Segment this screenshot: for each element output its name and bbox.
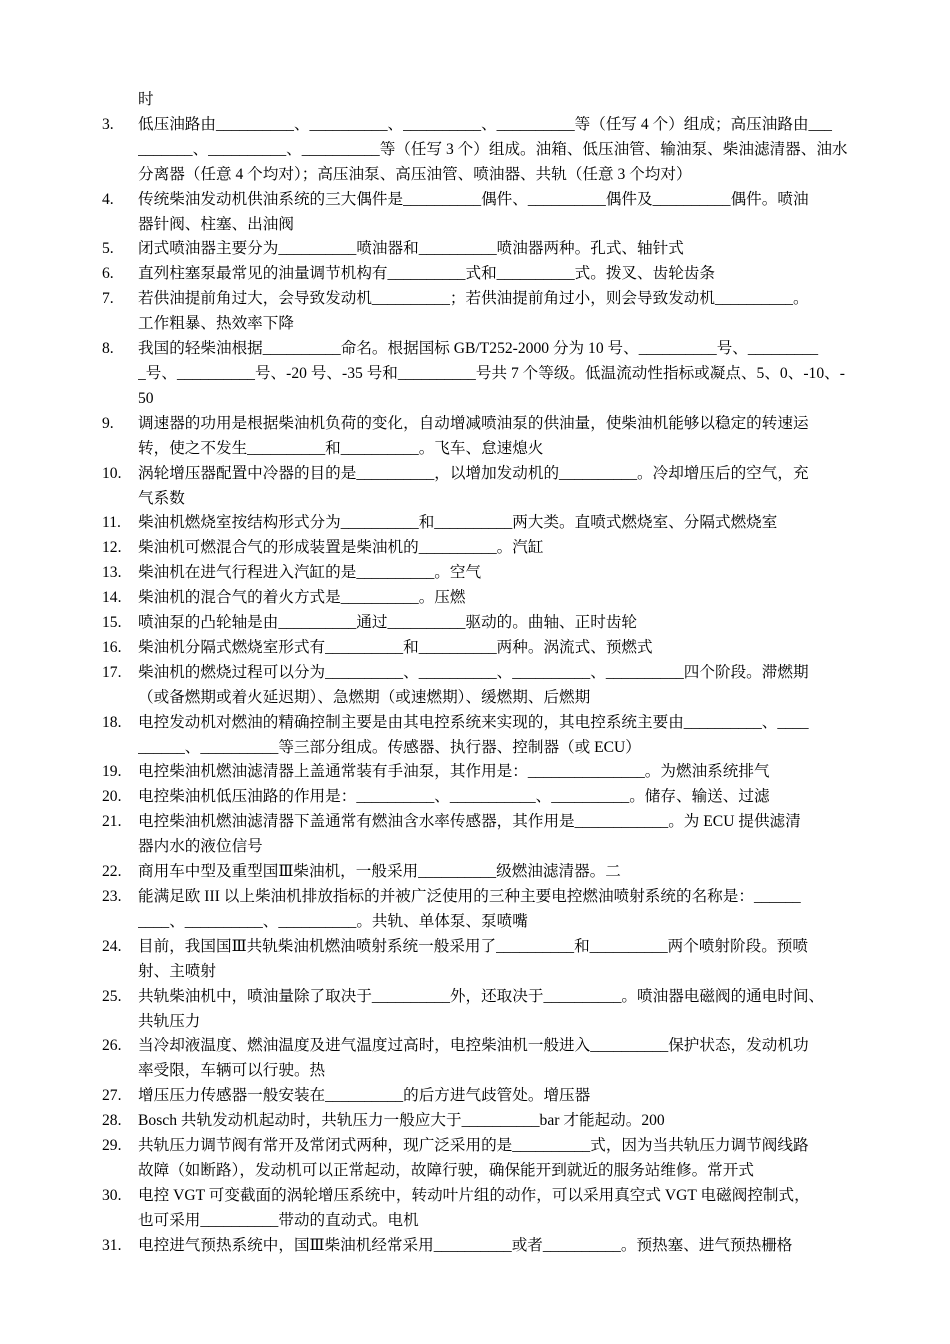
question-number: 15. <box>102 614 122 632</box>
question-text-line: 柴油机燃烧室按结构形式分为__________和__________两大类。直喷式燃烧室、分隔式燃烧室 <box>138 514 778 532</box>
question-list <box>0 113 950 1259</box>
question-text-line: 柴油机分隔式燃烧室形式有__________和__________两种。涡流式、预燃式 <box>138 638 653 656</box>
question-text-line: 共轨压力调节阀有常开及常闭式两种，现广泛采用的是__________式，因为当共轨压力调节阀线路 <box>138 1137 809 1155</box>
question-text <box>138 237 850 262</box>
question-text <box>138 287 850 337</box>
question-text <box>138 1109 850 1134</box>
question-item <box>0 1184 950 1234</box>
question-text <box>138 586 850 611</box>
question-number: 13. <box>102 564 122 582</box>
question-number: 17. <box>102 663 122 681</box>
question-text <box>138 462 850 512</box>
question-text-line: 电控进气预热系统中，国Ⅲ柴油机经常采用__________或者__________。预热塞、进气预热栅格 <box>138 1236 793 1254</box>
question-text <box>138 1084 850 1109</box>
question-text <box>138 412 850 462</box>
question-item <box>0 885 950 935</box>
question-text <box>138 935 850 985</box>
question-number: 31. <box>102 1236 122 1254</box>
question-item <box>0 337 950 412</box>
question-item <box>0 1084 950 1109</box>
question-number: 21. <box>102 813 122 831</box>
question-number: 8. <box>102 340 114 358</box>
question-item <box>0 810 950 860</box>
question-item <box>0 462 950 512</box>
continuation-line: 时 <box>138 91 154 108</box>
question-text <box>138 1134 850 1184</box>
question-item <box>0 636 950 661</box>
question-text-line: 低压油路由__________、__________、__________、__________等（任写 4 个）组成；高压油路由___ <box>138 115 832 133</box>
question-text-line: 柴油机的燃烧过程可以分为__________、__________、__________、__________四个阶段。滞燃期 <box>138 663 809 681</box>
question-item <box>0 113 950 188</box>
question-number: 29. <box>102 1137 122 1155</box>
question-text-line: 若供油提前角过大，会导致发动机__________；若供油提前角过小，则会导致发动机__________。 <box>138 290 809 308</box>
question-text-line: 共轨压力 <box>138 1012 201 1030</box>
question-item <box>0 785 950 810</box>
question-item <box>0 237 950 262</box>
question-number: 4. <box>102 190 114 208</box>
question-item <box>0 1134 950 1184</box>
question-text-line: 气系数 <box>138 489 185 507</box>
question-item <box>0 1109 950 1134</box>
question-text-line: 目前，我国国Ⅲ共轨柴油机燃油喷射系统一般采用了__________和__________两个喷射阶段。预喷 <box>138 937 808 955</box>
question-number: 23. <box>102 888 122 905</box>
question-text-line: Bosch 共轨发动机起动时，共轨压力一般应大于__________bar 才能起动。200 <box>138 1112 665 1130</box>
question-text-line: 我国的轻柴油根据__________命名。根据国标 GB/T252-2000 分为 10 号、__________号、_________ <box>138 340 819 358</box>
question-text-line: 电控柴油机燃油滤清器下盖通常有燃油含水率传感器，其作用是____________。为 ECU 提供滤清 <box>138 813 801 831</box>
question-number: 11. <box>102 514 121 532</box>
question-item <box>0 586 950 611</box>
question-text-line: 直列柱塞泵最常见的油量调节机构有__________式和__________式。拨叉、齿轮齿条 <box>138 265 715 283</box>
question-text-line: 商用车中型及重型国Ⅲ柴油机，一般采用__________级燃油滤清器。二 <box>138 863 621 881</box>
question-text <box>138 1234 850 1259</box>
question-text-line: 共轨柴油机中，喷油量除了取决于__________外，还取决于__________。喷油器电磁阀的通电时间、 <box>138 987 825 1005</box>
question-item <box>0 611 950 636</box>
question-item <box>0 711 950 761</box>
question-text-line: 器内水的液位信号 <box>138 838 263 856</box>
question-item <box>0 661 950 711</box>
question-item <box>0 188 950 238</box>
question-text <box>138 1034 850 1084</box>
question-number: 24. <box>102 937 122 955</box>
question-text-line: 也可采用__________带动的直动式。电机 <box>138 1211 419 1229</box>
question-item <box>0 287 950 337</box>
question-text-line: ____、__________、__________。共轨、单体泵、泵喷嘴 <box>138 912 528 930</box>
question-text <box>138 511 850 536</box>
question-number: 19. <box>102 763 122 781</box>
question-text <box>138 188 850 238</box>
question-item <box>0 1034 950 1084</box>
question-number: 18. <box>102 713 122 731</box>
question-text-line: _______、__________、__________等（任写 3 个）组成。油箱、低压油管、输油泵、柴油滤清器、油水 <box>138 140 848 158</box>
question-item <box>0 1234 950 1259</box>
question-text-line: 柴油机在进气行程进入汽缸的是__________。空气 <box>138 564 482 582</box>
question-text-line: 传统柴油发动机供油系统的三大偶件是__________偶件、__________偶件及__________偶件。喷油 <box>138 190 809 208</box>
question-item <box>0 511 950 536</box>
question-number: 22. <box>102 863 122 881</box>
question-text <box>138 785 850 810</box>
question-number: 10. <box>102 464 122 482</box>
question-text-line: _号、__________号、-20 号、-35 号和__________号共 7 个等级。低温流动性指标或凝点、5、0、-10、- <box>138 364 845 382</box>
question-text <box>138 1184 850 1234</box>
question-number: 6. <box>102 265 114 283</box>
question-text-line: 射、主喷射 <box>138 962 216 980</box>
question-text <box>138 860 850 885</box>
question-text-line: 转，使之不发生__________和__________。飞车、怠速熄火 <box>138 439 544 457</box>
question-item <box>0 262 950 287</box>
question-text-line: ______、__________等三部分组成。传感器、执行器、控制器（或 ECU） <box>138 738 641 756</box>
question-number: 28. <box>102 1112 122 1130</box>
question-number: 26. <box>102 1037 122 1055</box>
question-number: 12. <box>102 539 122 557</box>
question-text-line: 电控柴油机低压油路的作用是：__________、___________、__________。储存、输送、过滤 <box>138 788 770 806</box>
question-item <box>0 536 950 561</box>
question-text-line: 器针阀、柱塞、出油阀 <box>138 215 294 233</box>
question-text-line: 率受限，车辆可以行驶。热 <box>138 1062 326 1080</box>
question-item <box>0 412 950 462</box>
question-number: 3. <box>102 115 114 133</box>
question-item <box>0 760 950 785</box>
question-number: 9. <box>102 414 114 432</box>
question-text-line: 喷油泵的凸轮轴是由__________通过__________驱动的。曲轴、正时齿轮 <box>138 614 638 632</box>
question-text-line: 调速器的功用是根据柴油机负荷的变化，自动增减喷油泵的供油量，使柴油机能够以稳定的转速运 <box>138 414 809 432</box>
question-text-line: 当冷却液温度、燃油温度及进气温度过高时，电控柴油机一般进入__________保护状态，发动机功 <box>138 1037 809 1055</box>
question-text-line: 电控柴油机燃油滤清器上盖通常装有手油泵，其作用是：_______________。为燃油系统排气 <box>138 763 770 781</box>
question-number: 30. <box>102 1186 122 1204</box>
question-text-line: （或备燃期或着火延迟期）、急燃期（或速燃期）、缓燃期、后燃期 <box>138 688 591 706</box>
question-number: 16. <box>102 638 122 656</box>
question-item <box>0 935 950 985</box>
question-number: 27. <box>102 1087 122 1105</box>
question-text <box>138 536 850 561</box>
question-text-line: 50 <box>138 389 154 407</box>
question-text-line: 能满足欧 III 以上柴油机排放指标的并被广泛使用的三种主要电控燃油喷射系统的名称是：______ <box>138 888 801 905</box>
question-text-line: 涡轮增压器配置中冷器的目的是__________，以增加发动机的__________。冷却增压后的空气，充 <box>138 464 809 482</box>
question-text <box>138 561 850 586</box>
question-text <box>138 636 850 661</box>
question-text <box>138 262 850 287</box>
document-page <box>0 88 950 1259</box>
question-text-line: 增压压力传感器一般安装在__________的后方进气歧管处。增压器 <box>138 1087 591 1105</box>
question-text-line: 电控发动机对燃油的精确控制主要是由其电控系统来实现的，其电控系统主要由__________、____ <box>138 713 809 731</box>
question-text-line: 柴油机的混合气的着火方式是__________。压燃 <box>138 589 466 607</box>
question-text <box>138 885 850 935</box>
question-text <box>138 113 850 188</box>
question-number: 20. <box>102 788 122 806</box>
question-text <box>138 711 850 761</box>
question-number: 14. <box>102 589 122 607</box>
question-text-line: 工作粗暴、热效率下降 <box>138 315 294 333</box>
question-text-line: 柴油机可燃混合气的形成装置是柴油机的__________。汽缸 <box>138 539 544 557</box>
question-text-line: 故障（如断路），发动机可以正常起动，故障行驶，确保能开到就近的服务站维修。常开式 <box>138 1161 754 1179</box>
question-text <box>138 337 850 412</box>
question-item <box>0 985 950 1035</box>
question-item <box>0 561 950 586</box>
question-text <box>138 611 850 636</box>
question-number: 25. <box>102 987 122 1005</box>
question-text-line: 电控 VGT 可变截面的涡轮增压系统中，转动叶片组的动作，可以采用真空式 VGT 电磁阀控制式， <box>138 1186 810 1204</box>
question-text <box>138 810 850 860</box>
question-number: 7. <box>102 290 114 308</box>
question-text <box>138 661 850 711</box>
question-text-line: 闭式喷油器主要分为__________喷油器和__________喷油器两种。孔式、轴针式 <box>138 240 684 258</box>
question-item <box>0 860 950 885</box>
question-text-line: 分离器（任意 4 个均对）；高压油泵、高压油管、喷油器、共轨（任意 3 个均对） <box>138 165 692 183</box>
question-text <box>138 985 850 1035</box>
question-number: 5. <box>102 240 114 258</box>
question-text <box>138 760 850 785</box>
